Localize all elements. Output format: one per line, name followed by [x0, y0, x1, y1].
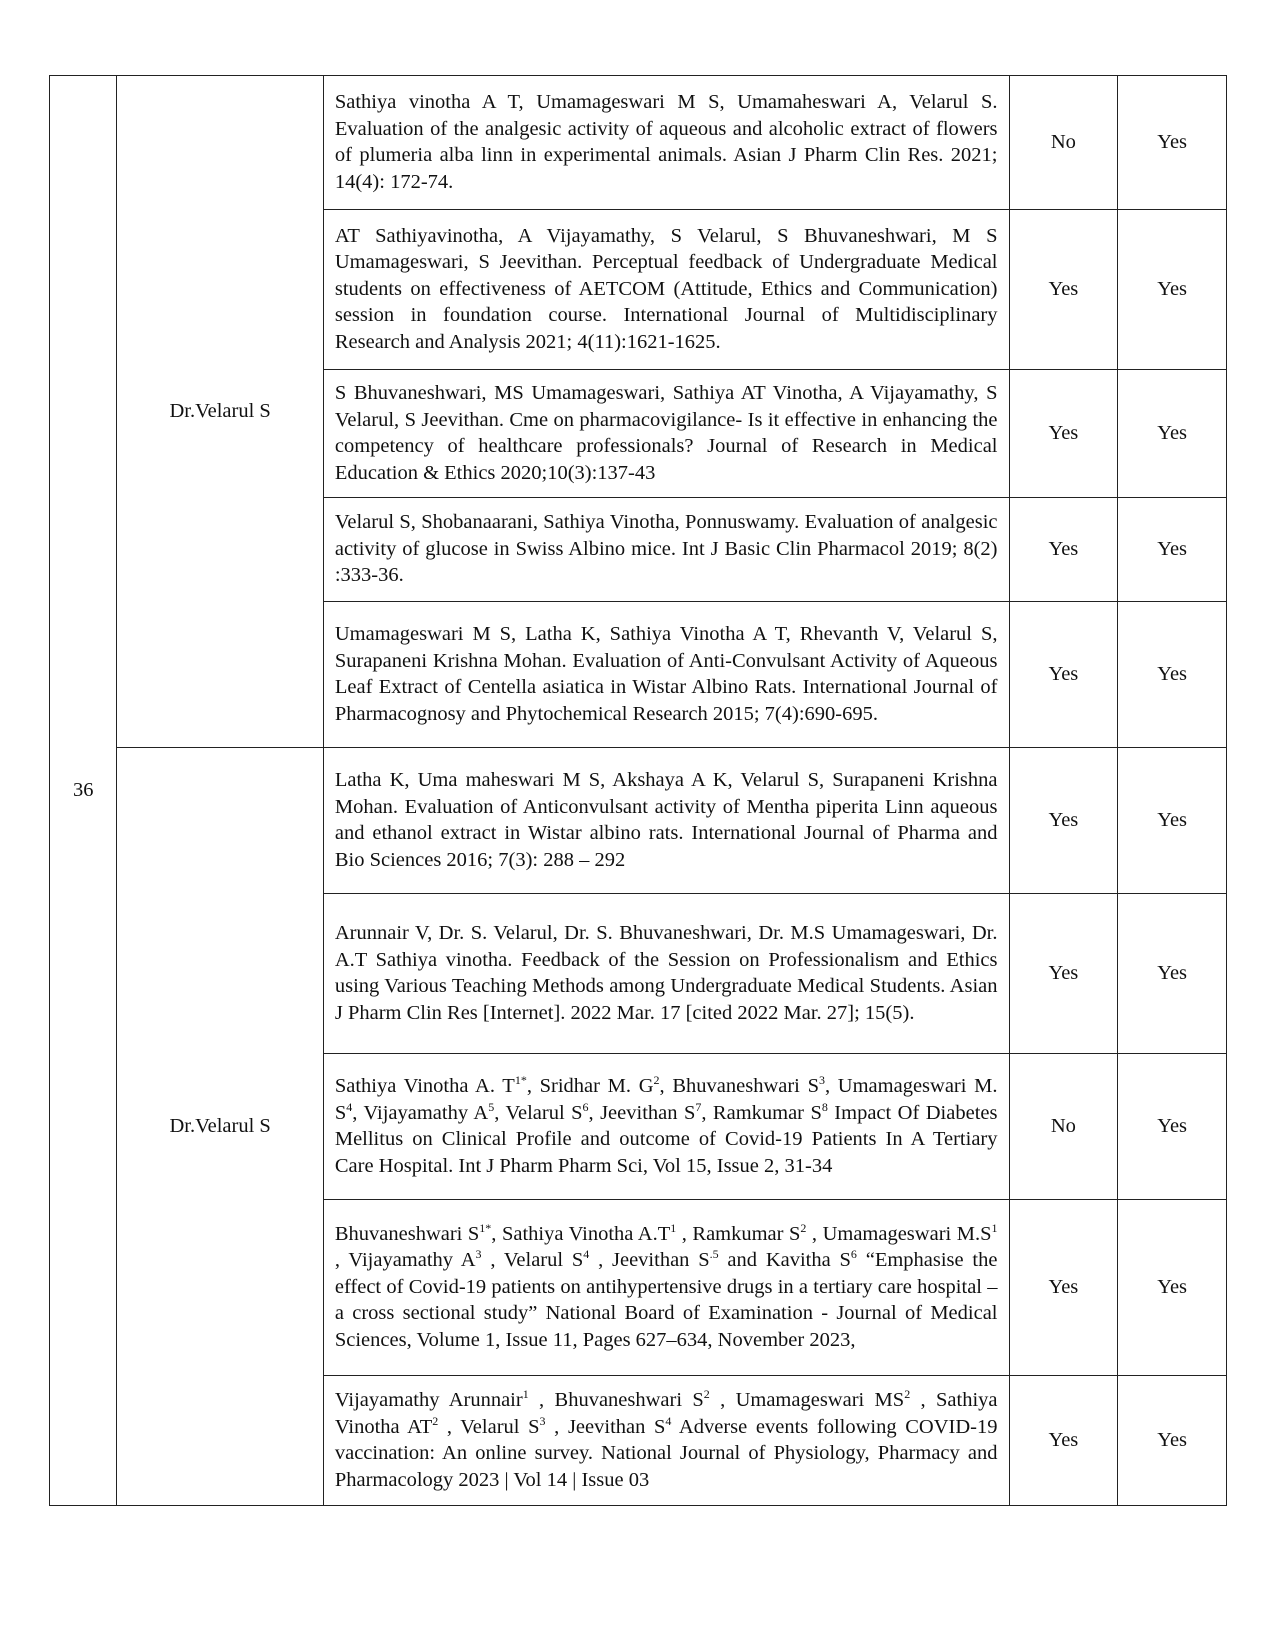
- citation-superscript: 6: [850, 1247, 857, 1262]
- citation-text: Adverse events following COVID-19 vaccination: An online survey. National Journal of Physiology, Pharmacy and Pharmacology 2023 | Vol 14 | Issue 03: [334, 1415, 998, 1491]
- citation-superscript: 1: [522, 1387, 529, 1402]
- peer-reviewed-flag-cell: Yes: [1118, 602, 1227, 748]
- peer-reviewed-flag-cell: Yes: [1118, 498, 1227, 602]
- indexed-flag-cell: Yes: [1009, 602, 1118, 748]
- citation-superscript: 2: [653, 1073, 660, 1088]
- citation-text: , Velarul S: [481, 1249, 584, 1272]
- citation-superscript: 2: [800, 1220, 807, 1235]
- peer-reviewed-flag-cell: Yes: [1118, 1054, 1227, 1200]
- citation-text: Vijayamathy Arunnair: [334, 1389, 523, 1411]
- citation-text: AT Sathiyavinotha, A Vijayamathy, S Velarul, S Bhuvaneshwari, M S Umamageswari, S Jeevithan. Perceptual feedback of Undergraduate Medical students on effectiveness of AETCOM (Attitude, Ethics and Communication) session in foundation course. International Journal of Multidisciplinary Research and Analysis 2021; 4(11):1621-1625.: [334, 224, 998, 353]
- citation-text: Sathiya vinotha A T, Umamageswari M S, Umamaheswari A, Velarul S. Evaluation of the analgesic activity of aqueous and alcoholic extract of flowers of plumeria alba linn in experimental animals. Asian J Pharm Clin Res. 2021; 14(4): 172-74.: [334, 91, 998, 193]
- citation-text: , Bhuvaneshwari S: [659, 1075, 819, 1097]
- citation-superscript: 3: [475, 1247, 482, 1262]
- citation-superscript: 7: [695, 1099, 702, 1114]
- citation-superscript: 1: [670, 1220, 677, 1235]
- citation-cell: [323, 1376, 1009, 1506]
- citation-text: , Bhuvaneshwari S: [528, 1389, 704, 1411]
- citation-superscript: 1: [991, 1220, 998, 1235]
- citation-cell: [323, 1200, 1009, 1376]
- table-body: [50, 76, 1227, 1506]
- citation-superscript: 1*: [479, 1220, 492, 1235]
- indexed-flag-cell: Yes: [1009, 498, 1118, 602]
- indexed-flag-cell: No: [1009, 76, 1118, 210]
- citation-superscript: 6: [582, 1099, 589, 1114]
- citation-text: S Bhuvaneshwari, MS Umamageswari, Sathiya AT Vinotha, A Vijayamathy, S Velarul, S Jeevithan. Cme on pharmacovigilance- Is it effective in enhancing the competency of healthcare professionals? Journal of Research in Medical Education & Ethics 2020;10(3):137-43: [334, 382, 998, 484]
- author-cell: Dr.Velarul S: [117, 76, 323, 748]
- citation-text: , Vijayamathy A: [352, 1101, 489, 1124]
- indexed-flag-cell: Yes: [1009, 894, 1118, 1054]
- peer-reviewed-flag-cell: Yes: [1118, 1376, 1227, 1506]
- citation-text: , Jeevithan S: [545, 1415, 666, 1438]
- indexed-flag-cell: No: [1009, 1054, 1118, 1200]
- citation-text: , Umamageswari M.S: [806, 1222, 992, 1245]
- citation-text: , Umamageswari MS: [709, 1389, 905, 1411]
- indexed-flag-cell: Yes: [1009, 370, 1118, 498]
- citation-superscript: 4: [346, 1099, 353, 1114]
- citation-cell: [323, 210, 1009, 370]
- citation-superscript: 3: [539, 1413, 546, 1428]
- citation-cell: [323, 602, 1009, 748]
- citation-text: Arunnair V, Dr. S. Velarul, Dr. S. Bhuvaneshwari, Dr. M.S Umamageswari, Dr. A.T Sathiya vinotha. Feedback of the Session on Professionalism and Ethics using Various Teaching Methods among Undergraduate Medical Students. Asian J Pharm Clin Res [Internet]. 2022 Mar. 17 [cited 2022 Mar. 27]; 15(5).: [334, 922, 998, 1024]
- citation-cell: [323, 1054, 1009, 1200]
- indexed-flag-cell: Yes: [1009, 748, 1118, 894]
- citation-superscript: 4: [583, 1247, 590, 1262]
- citation-superscript: 2: [432, 1413, 439, 1428]
- citation-cell: [323, 76, 1009, 210]
- citation-text: , Sathiya Vinotha AT: [334, 1389, 998, 1438]
- citation-superscript: 3: [818, 1073, 825, 1088]
- citation-cell: [323, 748, 1009, 894]
- serial-number-cell: 36: [50, 76, 117, 1506]
- peer-reviewed-flag-cell: Yes: [1118, 1200, 1227, 1376]
- citation-cell: [323, 370, 1009, 498]
- citation-text: Velarul S, Shobanaarani, Sathiya Vinotha, Ponnuswamy. Evaluation of analgesic activity of glucose in Swiss Albino mice. Int J Basic Clin Pharmacol 2019; 8(2) :333-36.: [334, 511, 998, 587]
- citation-superscript: 1*: [514, 1073, 527, 1088]
- peer-reviewed-flag-cell: Yes: [1118, 210, 1227, 370]
- citation-text: , Vijayamathy A: [334, 1249, 476, 1272]
- citation-superscript: 4: [665, 1413, 672, 1428]
- indexed-flag-cell: Yes: [1009, 1200, 1118, 1376]
- indexed-flag-cell: Yes: [1009, 210, 1118, 370]
- citation-text: , Sridhar M. G: [526, 1075, 654, 1097]
- citation-text: Latha K, Uma maheswari M S, Akshaya A K, Velarul S, Surapaneni Krishna Mohan. Evaluation of Anticonvulsant activity of Mentha piperita Linn aqueous and ethanol extract in Wistar albino rats. International Journal of Pharma and Bio Sciences 2016; 7(3): 288 – 292: [334, 769, 998, 871]
- citation-text: , Velarul S: [438, 1415, 540, 1438]
- citation-text: , Velarul S: [494, 1101, 583, 1124]
- publications-table: [49, 75, 1227, 1506]
- table-row: [50, 748, 1227, 894]
- citation-text: , Sathiya Vinotha A.T: [491, 1222, 671, 1245]
- peer-reviewed-flag-cell: Yes: [1118, 76, 1227, 210]
- citation-superscript: 2: [703, 1387, 710, 1402]
- citation-text: Impact Of Diabetes Mellitus on Clinical Profile and outcome of Covid-19 Patients In A Tertiary Care Hospital. Int J Pharm Pharm Sci, Vol 15, Issue 2, 31-34: [334, 1101, 998, 1177]
- peer-reviewed-flag-cell: Yes: [1118, 748, 1227, 894]
- citation-superscript: .5: [709, 1247, 719, 1262]
- citation-text: Bhuvaneshwari S: [334, 1222, 480, 1245]
- citation-text: , Jeevithan S: [589, 1249, 710, 1272]
- peer-reviewed-flag-cell: Yes: [1118, 894, 1227, 1054]
- peer-reviewed-flag-cell: Yes: [1118, 370, 1227, 498]
- citation-cell: [323, 498, 1009, 602]
- citation-text: , Ramkumar S: [676, 1222, 801, 1245]
- author-cell: Dr.Velarul S: [117, 748, 323, 1506]
- citation-text: Umamageswari M S, Latha K, Sathiya Vinotha A T, Rhevanth V, Velarul S, Surapaneni Krishna Mohan. Evaluation of Anti-Convulsant Activity of Aqueous Leaf Extract of Centella asiatica in Wistar Albino Rats. International Journal of Pharmacognosy and Phytochemical Research 2015; 7(4):690-695.: [334, 623, 998, 725]
- citation-superscript: 2: [904, 1387, 911, 1402]
- citation-cell: [323, 894, 1009, 1054]
- citation-superscript: 8: [821, 1099, 828, 1114]
- citation-text: and Kavitha S: [718, 1249, 851, 1272]
- citation-superscript: 5: [488, 1099, 495, 1114]
- indexed-flag-cell: Yes: [1009, 1376, 1118, 1506]
- table-row: [50, 76, 1227, 210]
- citation-text: , Jeevithan S: [588, 1101, 696, 1124]
- citation-text: Sathiya Vinotha A. T: [334, 1075, 515, 1097]
- citation-text: “Emphasise the effect of Covid-19 patients on antihypertensive drugs in a tertiary care hospital – a cross sectional study” National Board of Examination - Journal of Medical Sciences, Volume 1, Issue 11, Pages 627–634, November 2023,: [334, 1249, 998, 1351]
- citation-text: , Umamageswari M. S: [334, 1075, 998, 1124]
- citation-text: , Ramkumar S: [701, 1101, 822, 1124]
